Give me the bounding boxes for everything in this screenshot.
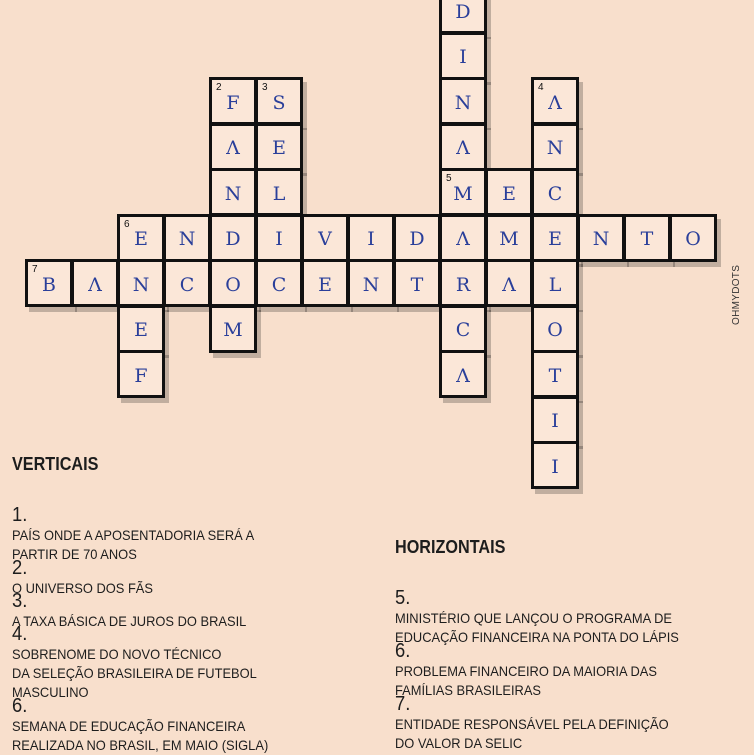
- cell-letter: R: [455, 273, 471, 296]
- cell-letter: N: [132, 273, 150, 296]
- cell-letter: L: [272, 182, 286, 205]
- grid-cell[interactable]: [209, 259, 257, 307]
- grid-cell[interactable]: [623, 214, 671, 262]
- cell-letter: N: [546, 137, 564, 159]
- cell-letter: Λ: [456, 364, 470, 387]
- cell-letter: T: [410, 273, 424, 296]
- cell-letter: Λ: [456, 228, 470, 250]
- grid-cell[interactable]: [439, 305, 487, 353]
- clue-number: 6.: [395, 640, 411, 662]
- grid-cell[interactable]: [439, 350, 487, 398]
- cell-letter: C: [271, 273, 287, 296]
- cell-letter: Λ: [548, 91, 562, 114]
- grid-cell[interactable]: [117, 214, 165, 262]
- clue-number: 6.: [12, 695, 28, 717]
- grid-cell[interactable]: [531, 168, 579, 216]
- verticais-heading: VERTICAIS: [12, 454, 99, 474]
- cell-letter: C: [547, 182, 563, 205]
- clue-number-label: 7: [32, 264, 38, 275]
- clue-text: PROBLEMA FINANCEIRO DA MAIORIA DAS FAMÍLIAS BRASILEIRAS: [395, 663, 657, 698]
- clue-number: 4.: [12, 623, 28, 645]
- grid-cell[interactable]: [439, 214, 487, 262]
- grid-cell[interactable]: [531, 214, 579, 262]
- cell-letter: V: [318, 228, 332, 250]
- cell-letter: N: [178, 228, 196, 250]
- grid-cell[interactable]: [255, 77, 303, 125]
- grid-cell[interactable]: [209, 305, 257, 353]
- clue-number-label: 3: [262, 82, 268, 93]
- cell-letter: F: [226, 91, 240, 114]
- cell-letter: N: [454, 91, 472, 114]
- grid-cell[interactable]: [255, 123, 303, 171]
- grid-cell[interactable]: [209, 168, 257, 216]
- clue-text: MINISTÉRIO QUE LANÇOU O PROGRAMA DE EDUCAÇÃO FINANCEIRA NA PONTA DO LÁPIS: [395, 610, 679, 645]
- clue-text: SEMANA DE EDUCAÇÃO FINANCEIRA REALIZADA NO BRASIL, EM MAIO (SIGLA): [12, 718, 269, 753]
- grid-cell[interactable]: [209, 123, 257, 171]
- cell-letter: E: [272, 137, 286, 159]
- clue-text: PAÍS ONDE A APOSENTADORIA SERÁ A PARTIR DE 70 ANOS: [12, 527, 255, 562]
- cell-letter: N: [224, 182, 242, 205]
- cell-letter: E: [548, 228, 562, 250]
- clue-number-label: 5: [446, 173, 452, 184]
- clue-number: 3.: [12, 590, 28, 612]
- grid-cell[interactable]: [439, 259, 487, 307]
- cell-letter: Λ: [88, 273, 102, 296]
- grid-cell[interactable]: [347, 214, 395, 262]
- grid-cell[interactable]: [531, 441, 579, 489]
- cell-letter: I: [551, 410, 559, 432]
- cell-letter: N: [592, 228, 610, 250]
- cell-letter: Λ: [502, 273, 516, 296]
- clue-number: 2.: [12, 557, 28, 579]
- clue-text: A TAXA BÁSICA DE JUROS DO BRASIL: [12, 613, 247, 629]
- cell-letter: I: [459, 46, 467, 68]
- cell-letter: T: [548, 364, 562, 387]
- cell-letter: M: [499, 228, 519, 250]
- horizontais-heading: HORIZONTAIS: [395, 537, 506, 557]
- grid-cell[interactable]: [531, 123, 579, 171]
- cell-letter: Λ: [226, 137, 240, 159]
- cell-letter: I: [275, 228, 283, 250]
- cell-letter: L: [548, 273, 562, 296]
- cell-letter: C: [455, 319, 471, 341]
- grid-cell[interactable]: [531, 77, 579, 125]
- grid-cell[interactable]: [255, 214, 303, 262]
- cell-letter: N: [362, 273, 380, 296]
- cell-letter: E: [134, 319, 148, 341]
- cell-letter: E: [318, 273, 332, 296]
- clue-number: 5.: [395, 587, 411, 609]
- grid-cell[interactable]: [255, 168, 303, 216]
- cell-letter: E: [502, 182, 516, 205]
- cell-letter: I: [551, 455, 559, 478]
- cell-letter: D: [409, 228, 425, 250]
- cell-letter: M: [453, 182, 473, 205]
- cell-letter: O: [685, 228, 701, 250]
- grid-cell[interactable]: [301, 259, 349, 307]
- clue-text: ENTIDADE RESPONSÁVEL PELA DEFINIÇÃO DO VALOR DA SELIC: [395, 716, 669, 751]
- cell-letter: O: [225, 273, 241, 296]
- grid-cell[interactable]: [301, 214, 349, 262]
- cell-letter: F: [134, 364, 148, 387]
- grid-cell[interactable]: [209, 77, 257, 125]
- grid-cell[interactable]: [439, 168, 487, 216]
- grid-cell[interactable]: [439, 0, 487, 34]
- grid-cell[interactable]: [485, 259, 533, 307]
- grid-cell[interactable]: [117, 259, 165, 307]
- clue-number: 1.: [12, 504, 28, 526]
- grid-cell[interactable]: [163, 259, 211, 307]
- grid-cell[interactable]: [531, 350, 579, 398]
- grid-cell[interactable]: [255, 259, 303, 307]
- grid-cell[interactable]: [117, 305, 165, 353]
- cell-letter: E: [134, 228, 148, 250]
- cell-letter: D: [225, 228, 241, 250]
- grid-cell[interactable]: [669, 214, 717, 262]
- grid-cell[interactable]: [117, 350, 165, 398]
- grid-cell[interactable]: [439, 32, 487, 80]
- cell-letter: C: [179, 273, 195, 296]
- grid-cell[interactable]: [485, 214, 533, 262]
- grid-cell[interactable]: [531, 305, 579, 353]
- grid-cell[interactable]: [163, 214, 211, 262]
- cell-letter: M: [223, 319, 243, 341]
- grid-cell[interactable]: [531, 396, 579, 444]
- grid-cell[interactable]: [439, 77, 487, 125]
- grid-cell[interactable]: [485, 168, 533, 216]
- grid-cell[interactable]: [209, 214, 257, 262]
- clue-number-label: 6: [124, 218, 130, 230]
- grid-cell[interactable]: [531, 259, 579, 307]
- grid-cell[interactable]: [439, 123, 487, 171]
- clue-horizontal-7: [395, 676, 669, 753]
- cell-letter: B: [42, 273, 56, 296]
- cell-letter: I: [367, 228, 375, 250]
- cell-letter: T: [640, 228, 654, 250]
- cell-letter: S: [272, 91, 286, 114]
- clue-number: 7.: [395, 693, 411, 715]
- grid-cell[interactable]: [393, 214, 441, 262]
- clue-text: O UNIVERSO DOS FÃS: [12, 580, 153, 596]
- grid-cell[interactable]: [577, 214, 625, 262]
- cell-letter: D: [455, 0, 471, 23]
- clue-vertical-6: [12, 678, 268, 755]
- grid-cell[interactable]: [347, 259, 395, 307]
- cell-letter: O: [547, 319, 563, 341]
- clue-number-label: 4: [538, 82, 544, 93]
- grid-cell[interactable]: [71, 259, 119, 307]
- clue-number-label: 2: [216, 82, 222, 93]
- clue-text: SOBRENOME DO NOVO TÉCNICO DA SELEÇÃO BRASILEIRA DE FUTEBOL MASCULINO: [12, 646, 257, 700]
- grid-cell[interactable]: [25, 259, 73, 307]
- cell-letter: Λ: [456, 137, 470, 159]
- illustrator-credit: OHMYDOTS: [731, 264, 742, 325]
- grid-cell[interactable]: [393, 259, 441, 307]
